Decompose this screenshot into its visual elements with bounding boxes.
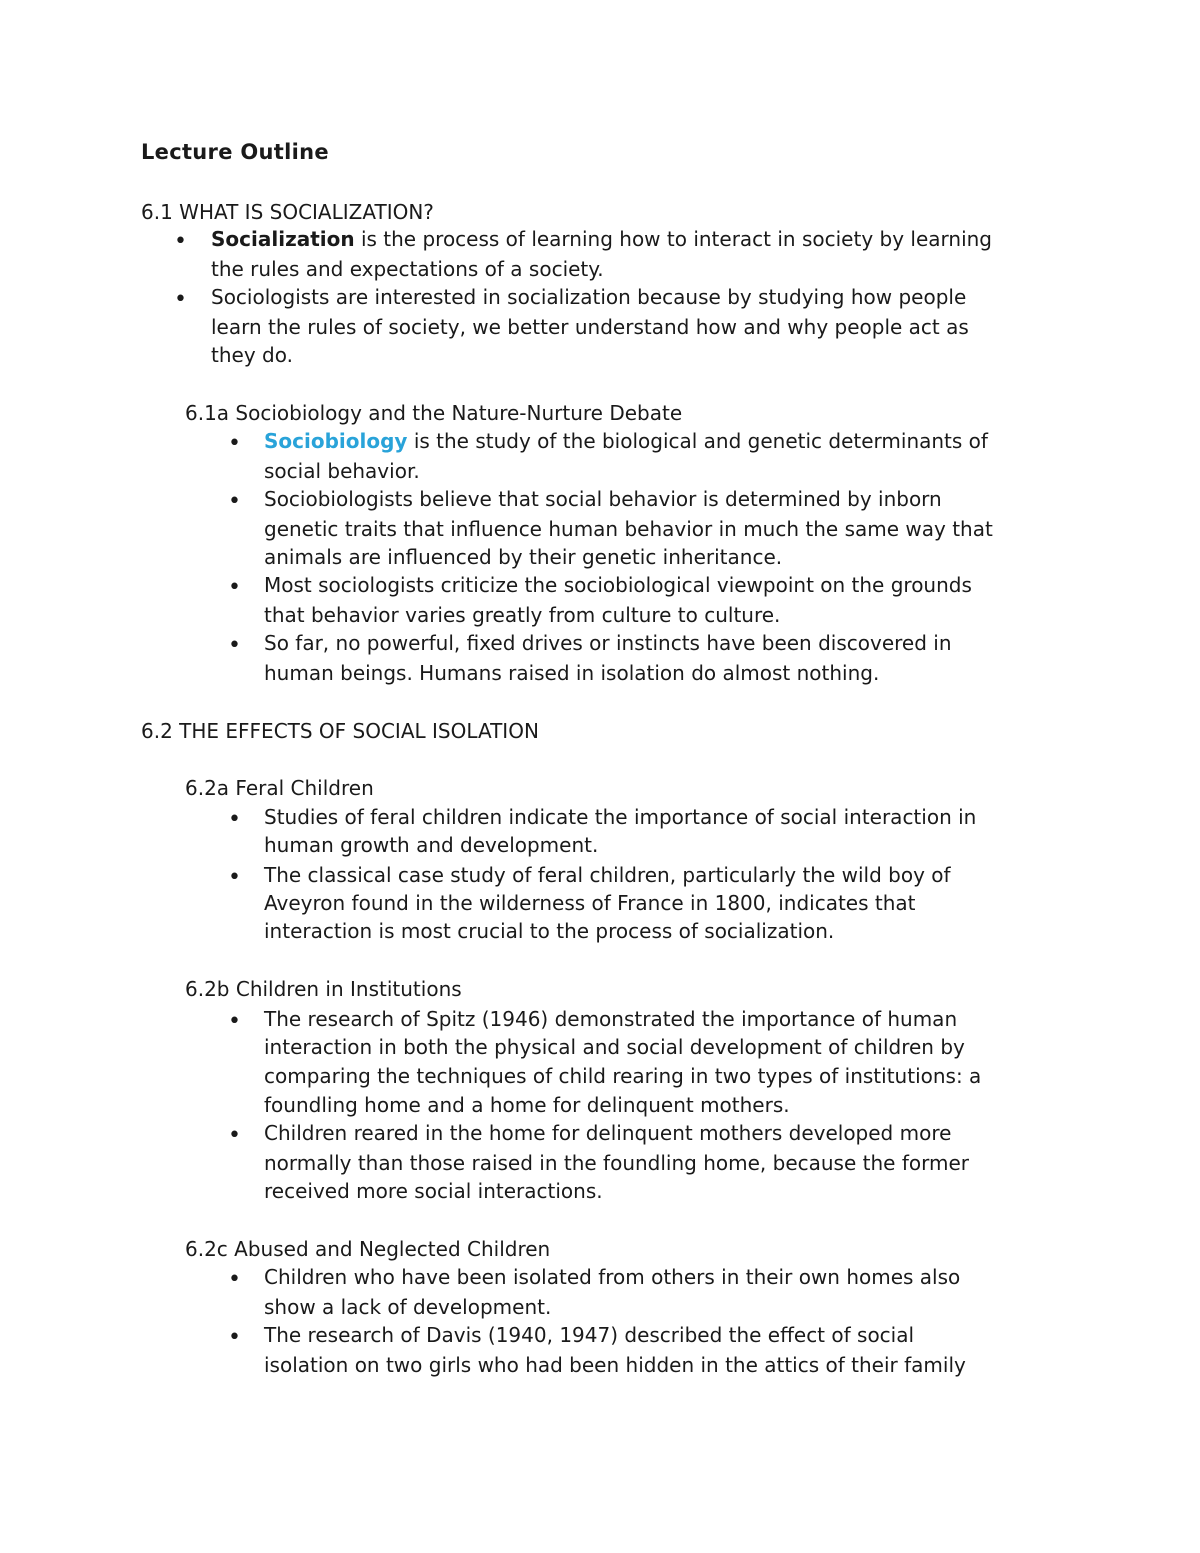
bullet-line: comparing the techniques of child rearing in two types of institutions: a xyxy=(264,1064,982,1088)
bullet-line: social behavior. xyxy=(264,459,420,483)
section-heading-6-1: 6.1 WHAT IS SOCIALIZATION? xyxy=(141,200,434,224)
bullet-line: isolation on two girls who had been hidden in the attics of their family xyxy=(264,1353,966,1377)
bullet-line: learn the rules of society, we better understand how and why people act as xyxy=(211,315,969,339)
bullet-line: The research of Spitz (1946) demonstrated the importance of human xyxy=(264,1007,958,1031)
bullet-line: The research of Davis (1940, 1947) described the effect of social xyxy=(264,1323,915,1347)
section-heading-6-2: 6.2 THE EFFECTS OF SOCIAL ISOLATION xyxy=(141,719,539,743)
bullet-line: Children reared in the home for delinquent mothers developed more xyxy=(264,1121,952,1145)
subsection-heading-6-2b: 6.2b Children in Institutions xyxy=(185,977,462,1001)
bullet-icon: • xyxy=(228,1009,241,1034)
bullet-icon: • xyxy=(174,229,187,254)
bullet-line: So far, no powerful, fixed drives or instincts have been discovered in xyxy=(264,631,952,655)
bullet-icon: • xyxy=(228,1325,241,1350)
page-title: Lecture Outline xyxy=(141,140,329,164)
bullet-icon: • xyxy=(228,633,241,658)
bullet-text: is the process of learning how to interact in society by learning xyxy=(354,227,992,251)
key-term-socialization: Socialization xyxy=(211,227,355,251)
bullet-line: interaction is most crucial to the process of socialization. xyxy=(264,919,835,943)
bullet-line: Most sociologists criticize the sociobiological viewpoint on the grounds xyxy=(264,573,972,597)
bullet-line: animals are influenced by their genetic inheritance. xyxy=(264,545,783,569)
bullet-line: Sociologists are interested in socialization because by studying how people xyxy=(211,285,967,309)
bullet-icon: • xyxy=(228,489,241,514)
bullet-line: received more social interactions. xyxy=(264,1179,603,1203)
bullet-line: interaction in both the physical and social development of children by xyxy=(264,1035,965,1059)
bullet-line: genetic traits that influence human behavior in much the same way that xyxy=(264,517,993,541)
bullet-icon: • xyxy=(174,287,187,312)
subsection-heading-6-1a: 6.1a Sociobiology and the Nature-Nurture Debate xyxy=(185,401,683,425)
subsection-heading-6-2a: 6.2a Feral Children xyxy=(185,776,374,800)
key-term-sociobiology: Sociobiology xyxy=(264,429,408,453)
bullet-icon: • xyxy=(228,1267,241,1292)
bullet-icon: • xyxy=(228,1123,241,1148)
bullet-text: is the study of the biological and genetic determinants of xyxy=(407,429,988,453)
bullet-line: normally than those raised in the foundling home, because the former xyxy=(264,1151,969,1175)
bullet-line: The classical case study of feral children, particularly the wild boy of xyxy=(264,863,951,887)
subsection-heading-6-2c: 6.2c Abused and Neglected Children xyxy=(185,1237,551,1261)
bullet-line xyxy=(211,227,992,251)
bullet-line: show a lack of development. xyxy=(264,1295,552,1319)
bullet-line: Studies of feral children indicate the importance of social interaction in xyxy=(264,805,977,829)
bullet-icon: • xyxy=(228,431,241,456)
bullet-line: Sociobiologists believe that social behavior is determined by inborn xyxy=(264,487,942,511)
bullet-icon: • xyxy=(228,807,241,832)
bullet-line: that behavior varies greatly from culture to culture. xyxy=(264,603,781,627)
bullet-line: human growth and development. xyxy=(264,833,599,857)
bullet-line: human beings. Humans raised in isolation do almost nothing. xyxy=(264,661,880,685)
bullet-icon: • xyxy=(228,575,241,600)
bullet-line: foundling home and a home for delinquent mothers. xyxy=(264,1093,790,1117)
bullet-line xyxy=(264,429,988,453)
bullet-icon: • xyxy=(228,865,241,890)
bullet-line: the rules and expectations of a society. xyxy=(211,257,604,281)
bullet-line: Children who have been isolated from others in their own homes also xyxy=(264,1265,961,1289)
bullet-line: they do. xyxy=(211,343,293,367)
bullet-line: Aveyron found in the wilderness of France in 1800, indicates that xyxy=(264,891,916,915)
